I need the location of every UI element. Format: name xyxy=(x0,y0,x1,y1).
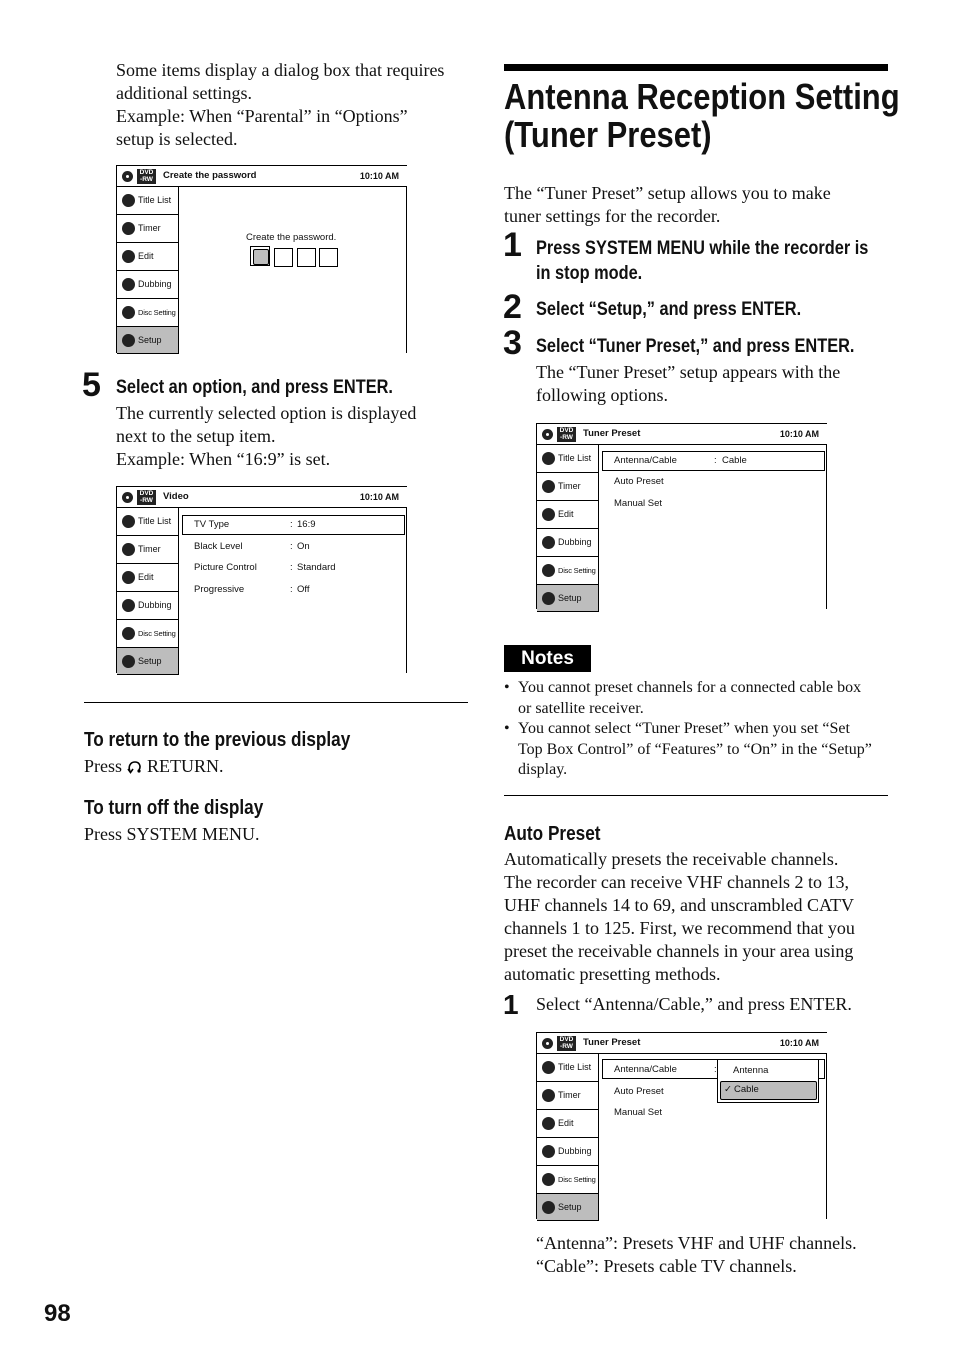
sidebar-item[interactable] xyxy=(117,215,178,243)
sidebar-item[interactable] xyxy=(537,501,598,529)
password-prompt: Create the password. xyxy=(246,232,337,243)
notes-list xyxy=(504,678,894,781)
sidebar-item-label: Dubbing xyxy=(558,537,592,547)
screen-title: Create the password xyxy=(163,170,257,181)
step-heading: Press SYSTEM MENU while the recorder is in stop mode. xyxy=(536,238,869,284)
setting-row[interactable]: Manual Set xyxy=(614,1107,663,1118)
step-heading: Select “Tuner Preset,” and press ENTER. xyxy=(536,336,855,357)
notes-label: Notes xyxy=(504,645,591,672)
sidebar-item-label: Edit xyxy=(138,572,154,582)
sidebar-item[interactable] xyxy=(117,187,178,215)
timer-icon xyxy=(542,1089,555,1102)
sidebar-item-label: Timer xyxy=(558,1090,581,1100)
screen-sidebar xyxy=(117,508,179,673)
sidebar-item[interactable] xyxy=(537,1194,599,1221)
dvd-rw-badge: DVD -RW xyxy=(137,169,156,184)
sidebar-item-label: Disc Setting xyxy=(138,308,176,317)
sidebar-item-label: Disc Setting xyxy=(558,1175,596,1184)
sidebar-item-label: Title List xyxy=(138,195,172,205)
sidebar-item-label: Edit xyxy=(558,1118,574,1128)
return-arrow-icon xyxy=(127,757,143,780)
timer-icon xyxy=(542,480,555,493)
password-screen xyxy=(116,165,407,353)
sidebar-item[interactable] xyxy=(117,592,178,620)
password-digit-2[interactable] xyxy=(274,248,293,267)
setup-icon xyxy=(122,334,135,347)
setting-row[interactable]: Antenna/Cable : Cable xyxy=(614,455,747,466)
screen-header xyxy=(537,424,827,445)
edit-icon xyxy=(542,1117,555,1130)
check-icon: ✓ xyxy=(724,1084,732,1095)
sidebar-item[interactable] xyxy=(537,1138,598,1166)
password-digit-1[interactable] xyxy=(250,246,270,266)
step-number: 5 xyxy=(82,366,101,404)
password-digit-3[interactable] xyxy=(297,248,316,267)
sidebar-item[interactable] xyxy=(537,445,598,473)
sidebar-item-label: Setup xyxy=(138,335,162,345)
screen-title: Video xyxy=(163,491,189,502)
sidebar-item[interactable] xyxy=(537,585,599,612)
dvd-rw-badge: DVD -RW xyxy=(557,1036,576,1051)
title-list-icon xyxy=(122,194,135,207)
video-screen xyxy=(116,486,407,673)
step-number: 3 xyxy=(503,324,522,362)
sidebar-item[interactable] xyxy=(537,1082,598,1110)
setting-row[interactable]: Progressive : Off xyxy=(194,584,310,595)
password-digit-4[interactable] xyxy=(319,248,338,267)
disc-icon xyxy=(122,171,133,182)
sidebar-item-label: Setup xyxy=(558,1202,582,1212)
sidebar-item[interactable] xyxy=(117,243,178,271)
sidebar-item-label: Setup xyxy=(138,656,162,666)
disc-setting-icon xyxy=(122,306,135,319)
screen-sidebar xyxy=(117,187,179,353)
disc-icon xyxy=(542,429,553,440)
step-number: 1 xyxy=(503,226,522,264)
sidebar-item-label: Title List xyxy=(558,453,592,463)
screen-sidebar xyxy=(537,1054,599,1219)
auto-preset-body: Automatically presets the receivable channels. The recorder can receive VHF channels 2 to 13, UHF channels 14 to 69, and unscrambled CATV channels 1 to 125. First, we recommend that you preset the receivable channels in your area using automatic presetting methods. xyxy=(504,849,855,984)
sidebar-item[interactable] xyxy=(117,271,178,299)
screen-clock: 10:10 AM xyxy=(779,1038,819,1048)
setting-row[interactable]: Auto Preset xyxy=(614,1086,664,1097)
dvd-rw-badge: DVD -RW xyxy=(557,427,576,442)
setting-row[interactable]: Antenna/Cable : xyxy=(614,1064,717,1075)
disc-setting-icon xyxy=(542,564,555,577)
sidebar-item[interactable] xyxy=(537,529,598,557)
sidebar-item-label: Dubbing xyxy=(558,1146,592,1156)
display-off-heading: To turn off the display xyxy=(84,797,264,819)
step-number: 2 xyxy=(503,288,522,326)
timer-icon xyxy=(122,222,135,235)
sidebar-item-label: Setup xyxy=(558,593,582,603)
sidebar-item-label: Edit xyxy=(138,251,154,261)
setup-icon xyxy=(542,1201,555,1214)
left-intro: Some items display a dialog box that requires additional settings. Example: When “Parental” in “Options” setup is selected. xyxy=(116,60,445,149)
sidebar-item-label: Timer xyxy=(138,544,161,554)
title-list-icon xyxy=(542,452,555,465)
step-heading: Select an option, and press ENTER. xyxy=(116,377,393,398)
sidebar-item-label: Timer xyxy=(558,481,581,491)
sidebar-item[interactable] xyxy=(117,508,178,536)
sidebar-item-label: Edit xyxy=(558,509,574,519)
step-body: The currently selected option is displayed next to the setup item. Example: When “16:9” is set. xyxy=(116,403,417,469)
sidebar-item-label: Title List xyxy=(558,1062,592,1072)
sidebar-item[interactable] xyxy=(537,1054,598,1082)
disc-icon xyxy=(122,492,133,503)
sidebar-item-label: Dubbing xyxy=(138,600,172,610)
step-body: Select “Antenna/Cable,” and press ENTER. xyxy=(536,994,852,1014)
page-number: 98 xyxy=(44,1300,71,1327)
screen-title: Tuner Preset xyxy=(583,1037,641,1048)
sidebar-item[interactable] xyxy=(537,1110,598,1138)
edit-icon xyxy=(542,508,555,521)
tuner-preset-screen xyxy=(536,423,827,609)
screen-header xyxy=(117,166,407,187)
setting-row[interactable]: Picture Control : Standard xyxy=(194,562,336,573)
step-body: The “Tuner Preset” setup appears with the following options. xyxy=(536,362,841,405)
popup-option-cable[interactable]: ✓ Cable xyxy=(720,1081,817,1100)
setup-icon xyxy=(542,592,555,605)
screen-clock: 10:10 AM xyxy=(359,171,399,181)
step-number: 1 xyxy=(503,989,519,1020)
sidebar-item[interactable] xyxy=(117,536,178,564)
return-instruction: Press RETURN. xyxy=(84,755,224,780)
dubbing-icon xyxy=(542,536,555,549)
disc-setting-icon xyxy=(122,627,135,640)
antenna-cable-popup xyxy=(717,1059,819,1103)
sidebar-item[interactable] xyxy=(537,1166,598,1194)
setting-row[interactable]: Manual Set xyxy=(614,498,663,509)
screen-header xyxy=(117,487,407,508)
popup-option-antenna[interactable]: Antenna xyxy=(733,1065,769,1076)
screen-clock: 10:10 AM xyxy=(779,429,819,439)
return-heading: To return to the previous display xyxy=(84,729,351,751)
timer-icon xyxy=(122,543,135,556)
section-divider xyxy=(504,795,888,796)
section-divider xyxy=(84,702,468,703)
right-intro: The “Tuner Preset” setup allows you to make tuner settings for the recorder. xyxy=(504,183,831,226)
dubbing-icon xyxy=(122,599,135,612)
screen-sidebar xyxy=(537,445,599,609)
step-heading: Select “Setup,” and press ENTER. xyxy=(536,299,802,320)
screen-header xyxy=(537,1033,827,1054)
sidebar-item[interactable] xyxy=(117,327,179,354)
sidebar-item[interactable] xyxy=(117,648,179,675)
disc-setting-icon xyxy=(542,1173,555,1186)
dubbing-icon xyxy=(122,278,135,291)
display-off-instruction: Press SYSTEM MENU. xyxy=(84,824,260,844)
setup-icon xyxy=(122,655,135,668)
title-rule xyxy=(504,64,888,71)
sidebar-item[interactable] xyxy=(537,557,598,585)
edit-icon xyxy=(122,250,135,263)
auto-preset-heading: Auto Preset xyxy=(504,823,601,845)
setting-row[interactable]: Black Level : On xyxy=(194,541,310,552)
sidebar-item[interactable] xyxy=(117,620,178,648)
sidebar-item[interactable] xyxy=(117,564,178,592)
sidebar-item-label: Disc Setting xyxy=(138,629,176,638)
setting-row[interactable]: TV Type : 16:9 xyxy=(194,519,316,530)
dubbing-icon xyxy=(542,1145,555,1158)
screen-clock: 10:10 AM xyxy=(359,492,399,502)
title-list-icon xyxy=(122,515,135,528)
title-list-icon xyxy=(542,1061,555,1074)
disc-icon xyxy=(542,1038,553,1049)
sidebar-item[interactable] xyxy=(117,299,178,327)
tuner-preset-popup-screen xyxy=(536,1032,827,1219)
sidebar-item[interactable] xyxy=(537,473,598,501)
sidebar-item-label: Title List xyxy=(138,516,172,526)
screen-title: Tuner Preset xyxy=(583,428,641,439)
page-title: Antenna Reception Setting (Tuner Preset) xyxy=(504,76,900,155)
sidebar-item-label: Dubbing xyxy=(138,279,172,289)
dvd-rw-badge: DVD -RW xyxy=(137,490,156,505)
options-explanation: “Antenna”: Presets VHF and UHF channels. “Cable”: Presets cable TV channels. xyxy=(536,1233,857,1276)
sidebar-item-label: Disc Setting xyxy=(558,566,596,575)
setting-row[interactable]: Auto Preset xyxy=(614,476,664,487)
edit-icon xyxy=(122,571,135,584)
sidebar-item-label: Timer xyxy=(138,223,161,233)
note-item: • You cannot select “Tuner Preset” when you set “Set Top Box Control” of “Features” to “On” in the “Setup” display. xyxy=(504,719,894,781)
note-item: • You cannot preset channels for a connected cable box or satellite receiver. xyxy=(504,678,894,719)
